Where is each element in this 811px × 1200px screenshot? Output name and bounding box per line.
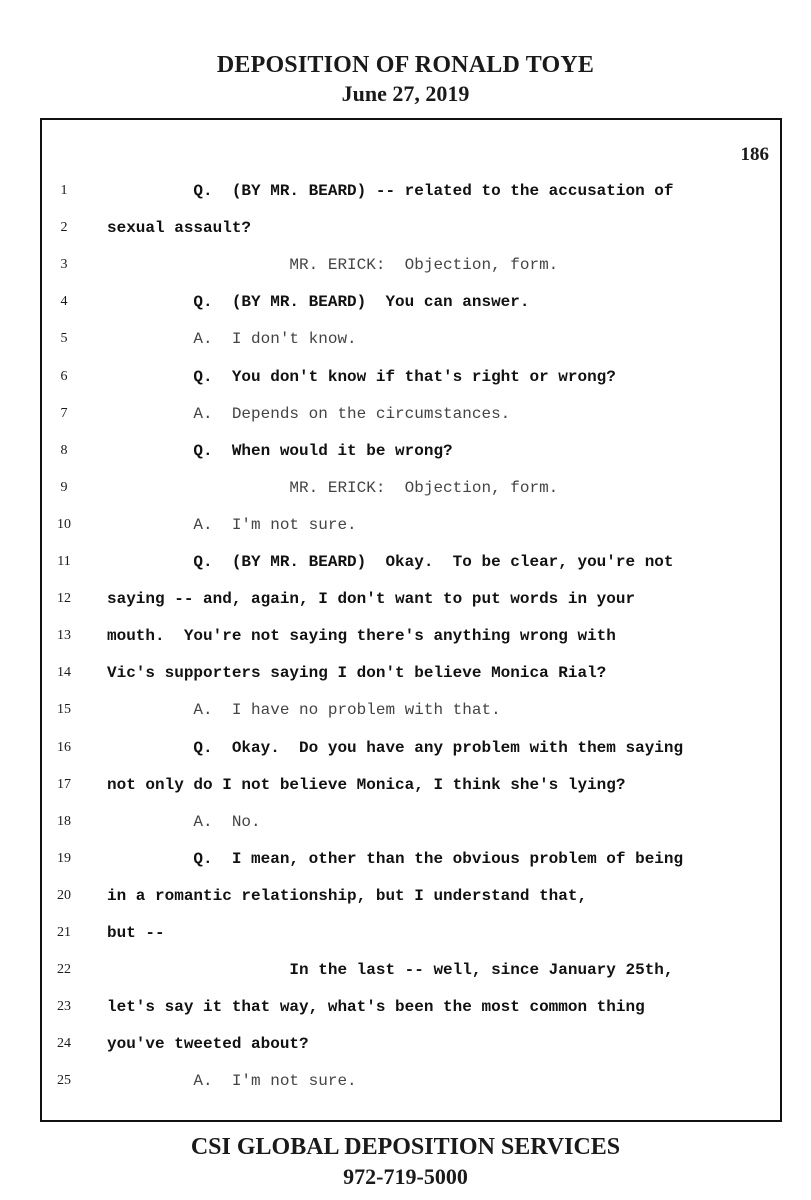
line-text: MR. ERICK: Objection, form. (107, 256, 559, 275)
deposition-date: June 27, 2019 (341, 81, 470, 106)
line-text: in a romantic relationship, but I understand that, (107, 886, 588, 905)
line-text: A. I'm not sure. (107, 1072, 357, 1091)
line-text: mouth. You're not saying there's anything wrong with (107, 627, 616, 646)
line-number: 4 (60, 294, 68, 310)
transcript-line (0, 737, 811, 767)
line-text: Q. When would it be wrong? (107, 441, 453, 460)
line-text: A. I'm not sure. (107, 515, 357, 534)
line-text: not only do I not believe Monica, I think she's lying? (107, 775, 626, 794)
line-number: 16 (57, 739, 71, 755)
line-text: Q. (BY MR. BEARD) -- related to the accusation of (107, 182, 674, 200)
line-number: 23 (57, 999, 71, 1015)
transcript-line (0, 180, 811, 210)
line-text: A. No. (107, 812, 261, 831)
line-number: 3 (60, 257, 68, 273)
line-number: 22 (57, 962, 71, 978)
transcript-line (0, 254, 811, 284)
line-text: In the last -- well, since January 25th, (107, 961, 674, 980)
line-text: Q. I mean, other than the obvious problem of being (107, 849, 684, 868)
transcript-line (0, 996, 811, 1026)
line-number: 17 (57, 776, 71, 792)
line-number: 25 (57, 1073, 71, 1089)
line-number: 12 (57, 591, 71, 607)
transcript-line (0, 922, 811, 952)
line-number: 13 (57, 628, 71, 644)
line-number: 21 (57, 925, 71, 940)
deposition-title: DEPOSITION OF RONALD TOYE (216, 52, 595, 78)
transcript-line (0, 403, 811, 433)
transcript-line (0, 551, 811, 581)
line-number: 15 (57, 702, 71, 718)
transcript-line (0, 811, 811, 841)
line-number: 8 (60, 442, 68, 458)
line-text: MR. ERICK: Objection, form. (107, 478, 559, 497)
line-text: let's say it that way, what's been the most common thing (107, 998, 645, 1017)
line-number: 7 (60, 405, 68, 421)
transcript-line (0, 662, 811, 692)
transcript-line (0, 774, 811, 804)
line-number: 18 (57, 813, 71, 829)
line-text: but -- (107, 924, 165, 942)
page-number: 186 (740, 144, 769, 165)
line-text: Q. You don't know if that's right or wrong? (107, 367, 616, 386)
transcript-line (0, 1033, 811, 1063)
transcript-line (0, 440, 811, 470)
footer-phone: 972-719-5000 (343, 1164, 468, 1189)
line-number: 5 (60, 331, 68, 347)
transcript-line (0, 514, 811, 544)
line-text: saying -- and, again, I don't want to put words in your (107, 590, 636, 609)
line-text: Q. (BY MR. BEARD) You can answer. (107, 293, 530, 312)
transcript-line (0, 477, 811, 507)
line-text: Q. (BY MR. BEARD) Okay. To be clear, you're not (107, 553, 674, 571)
line-text: Vic's supporters saying I don't believe Monica Rial? (107, 664, 607, 683)
line-number: 9 (60, 479, 68, 495)
transcript-line (0, 959, 811, 989)
line-text: you've tweeted about? (107, 1035, 309, 1054)
line-number: 11 (57, 554, 71, 569)
line-text: A. I don't know. (107, 330, 357, 349)
line-text: sexual assault? (107, 219, 252, 238)
line-text: A. I have no problem with that. (107, 701, 501, 720)
line-number: 1 (60, 183, 68, 198)
transcript-line (0, 328, 811, 358)
line-number: 6 (60, 368, 68, 384)
line-number: 2 (60, 220, 68, 236)
line-number: 19 (57, 850, 71, 866)
line-number: 14 (57, 665, 71, 681)
transcript-line (0, 625, 811, 655)
transcript-line (0, 291, 811, 321)
transcript-line (0, 366, 811, 396)
transcript-line (0, 1070, 811, 1100)
transcript-line (0, 848, 811, 878)
transcript-line (0, 699, 811, 729)
line-text: Q. Okay. Do you have any problem with them saying (107, 738, 684, 757)
transcript-line (0, 217, 811, 247)
transcript-line (0, 885, 811, 915)
footer-company: CSI GLOBAL DEPOSITION SERVICES (190, 1134, 621, 1160)
line-number: 10 (57, 516, 71, 532)
transcript-line (0, 588, 811, 618)
line-number: 20 (57, 887, 71, 903)
line-text: A. Depends on the circumstances. (107, 404, 511, 423)
line-number: 24 (57, 1036, 71, 1052)
